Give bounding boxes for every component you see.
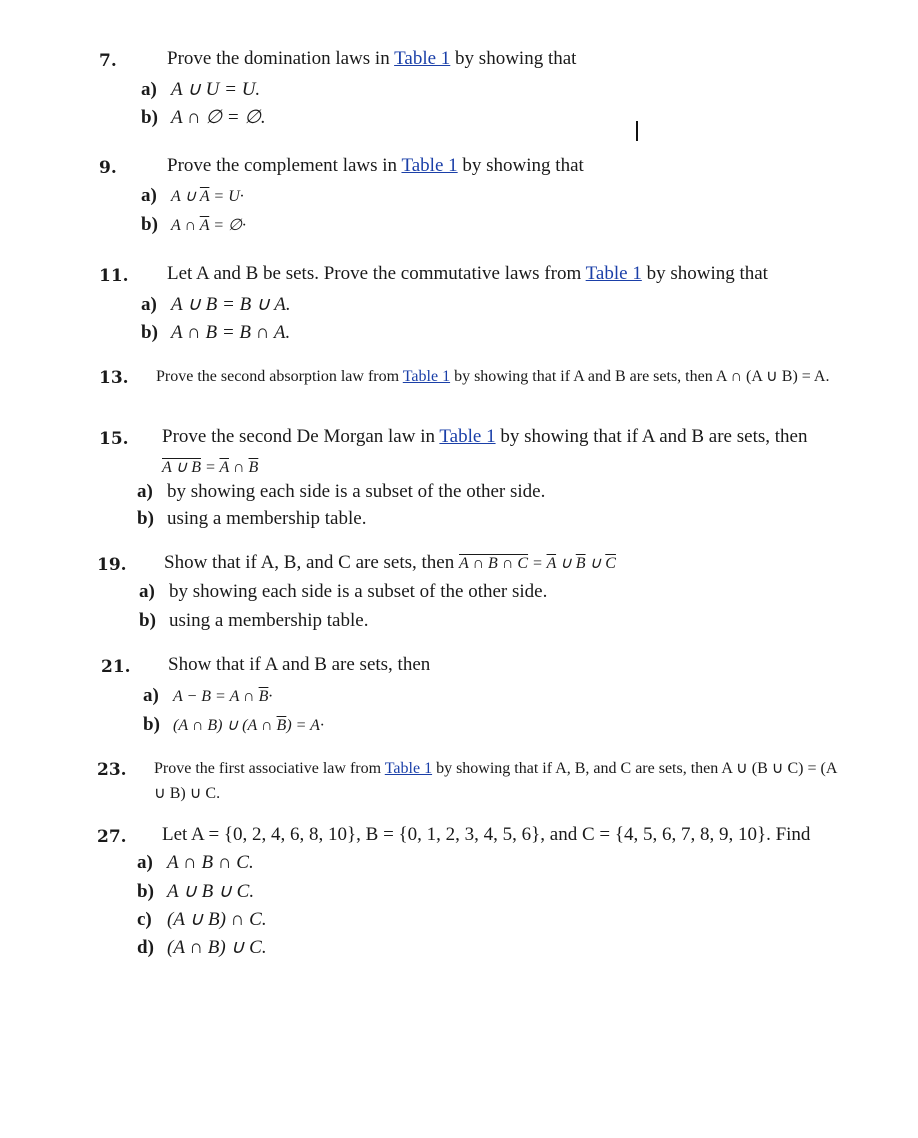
part-text: using a membership table. xyxy=(169,610,369,631)
part-eq xyxy=(171,217,246,234)
eq-text: = xyxy=(200,459,220,476)
part-text: A ∩ B ∩ C. xyxy=(167,852,254,873)
problem-stem xyxy=(167,48,576,70)
part-label: b) xyxy=(141,322,158,343)
part-label: d) xyxy=(137,937,154,958)
part-eq xyxy=(162,459,258,476)
problem-stem xyxy=(162,426,807,448)
part-label: b) xyxy=(141,107,158,128)
problem-stem xyxy=(164,552,616,574)
part-c xyxy=(137,908,267,931)
part-a xyxy=(137,481,545,503)
eq-complement: $\overline{B}$ xyxy=(248,459,259,476)
part-label: a) xyxy=(143,685,159,706)
part-b xyxy=(139,610,368,632)
part-text: A ∪ B ∪ C. xyxy=(167,881,255,902)
eq-complement: $\overline{B}$ xyxy=(575,555,586,572)
eq-complement: $\overline{B}$ xyxy=(276,717,287,734)
problem-stem xyxy=(167,155,584,177)
part-label: c) xyxy=(137,909,152,930)
text-cursor xyxy=(636,121,638,141)
part-label: a) xyxy=(137,481,153,502)
stem-text: Prove the domination laws in xyxy=(167,48,395,69)
part-label: a) xyxy=(139,581,155,602)
part-label: a) xyxy=(137,852,153,873)
table-1-link[interactable]: Table 1 xyxy=(401,155,458,176)
eq-complement: $\overline{B}$ xyxy=(258,688,269,705)
table-1-link[interactable]: Table 1 xyxy=(384,760,433,777)
part-text: (A ∩ B) ∪ C. xyxy=(167,937,267,958)
eq-complement: $\overline{A}$ xyxy=(199,217,210,234)
stem-text: by showing that if A and B are sets, then A ∩ (A ∪ B) = A. xyxy=(450,368,830,385)
eq-complement: $\overline{A}$ xyxy=(199,188,210,205)
problem-number: 15. xyxy=(99,429,129,449)
stem-text: Prove the second absorption law from xyxy=(156,368,403,385)
eq-text: = xyxy=(528,555,547,572)
part-a xyxy=(141,78,260,101)
part-label: b) xyxy=(141,214,158,235)
part-d xyxy=(137,936,267,959)
table-1-link[interactable]: Table 1 xyxy=(402,368,451,385)
part-b xyxy=(137,880,254,903)
part-eq xyxy=(171,188,244,205)
eq-text: ) = A· xyxy=(286,717,324,734)
part-label: b) xyxy=(139,610,156,631)
table-1-link[interactable]: Table 1 xyxy=(394,48,451,69)
eq-text: = ∅· xyxy=(209,217,246,234)
part-label: b) xyxy=(143,714,160,735)
stem-text: by showing that xyxy=(641,263,768,284)
problem-number: 19. xyxy=(97,555,127,575)
problem-stem xyxy=(168,654,430,676)
eq-complement: A ∪ B xyxy=(162,459,201,476)
eq-text: A − B = A ∩ xyxy=(173,688,259,705)
problem-stem xyxy=(167,263,768,285)
stem-text: by showing that xyxy=(457,155,584,176)
problem-number: 7. xyxy=(99,51,117,71)
eq-text: (A ∩ B) ∪ (A ∩ xyxy=(173,717,277,734)
part-b xyxy=(141,106,266,129)
part-eq xyxy=(173,717,324,734)
stem-text: by showing that if A and B are sets, then xyxy=(495,426,808,447)
part-a xyxy=(139,581,547,603)
eq-complement: $\overline{C}$ xyxy=(605,555,616,572)
part-text: using a membership table. xyxy=(167,508,367,529)
eq-text: ∪ xyxy=(556,555,576,572)
part-text: by showing each side is a subset of the other side. xyxy=(167,481,546,502)
eq-text: ∪ xyxy=(585,555,606,572)
part-a xyxy=(141,185,244,207)
eq-text: ∩ xyxy=(228,459,249,476)
eq-complement: $\overline{A}$ xyxy=(219,459,229,476)
stem-text: by showing that xyxy=(450,48,577,69)
part-eq xyxy=(173,688,272,705)
stem-text: Prove the complement laws in xyxy=(167,155,402,176)
problem-stem xyxy=(154,756,844,806)
part-label: a) xyxy=(141,79,157,100)
eq-text: · xyxy=(268,688,273,705)
problem-number: 21. xyxy=(101,657,131,677)
part-text: A ∪ U = U. xyxy=(171,79,261,100)
eq-text: = U· xyxy=(209,188,244,205)
part-a xyxy=(143,685,272,707)
part-label: a) xyxy=(141,294,157,315)
part-b xyxy=(143,714,324,736)
part-label: b) xyxy=(137,881,154,902)
part-text: A ∪ B = B ∪ A. xyxy=(171,294,291,315)
table-1-link[interactable]: Table 1 xyxy=(585,263,642,284)
problem-number: 11. xyxy=(99,266,129,286)
stem-text: Show that if A and B are sets, then xyxy=(168,654,431,675)
stem-text: Let A and B be sets. Prove the commutative laws from xyxy=(167,263,586,284)
part-label: a) xyxy=(141,185,157,206)
part-text: A ∩ B = B ∩ A. xyxy=(171,322,291,343)
eq-text: A ∩ xyxy=(171,217,200,234)
problem-stem: Let A = {0, 2, 4, 6, 8, 10}, B = {0, 1, 2, 3, 4, 5, 6}, and C = {4, 5, 6, 7, 8, 9, 10}. Find xyxy=(162,824,811,845)
stem-text: by showing that if A, B, and C are sets, then A ∪ (B ∪ C) = (A ∪ B) ∪ C. xyxy=(154,760,837,802)
part-a xyxy=(137,852,254,874)
part-b xyxy=(141,214,246,236)
part-label: b) xyxy=(137,508,154,529)
eq-complement: A ∩ B ∩ C xyxy=(459,555,529,572)
stem-text: Prove the first associative law from xyxy=(154,760,385,777)
part-b xyxy=(141,322,290,344)
table-1-link[interactable]: Table 1 xyxy=(439,426,496,447)
part-text: by showing each side is a subset of the other side. xyxy=(169,581,548,602)
part-text: (A ∪ B) ∩ C. xyxy=(167,909,267,930)
eq-complement: $\overline{A}$ xyxy=(546,555,557,572)
part-b xyxy=(137,508,366,530)
stem-text: Show that if A, B, and C are sets, then xyxy=(164,552,459,573)
stem-eq xyxy=(459,555,616,572)
stem-text: Prove the second De Morgan law in xyxy=(162,426,440,447)
eq-text: A ∪ xyxy=(171,188,200,205)
problem-number: 27. xyxy=(97,827,127,847)
problem-number: 23. xyxy=(97,760,127,780)
problem-number: 13. xyxy=(99,368,129,388)
part-text: A ∩ ∅ = ∅. xyxy=(171,107,266,128)
part-a xyxy=(141,293,291,316)
problem-number: 9. xyxy=(99,158,117,178)
problem-stem xyxy=(156,364,846,389)
de-morgan-equation xyxy=(162,456,258,478)
